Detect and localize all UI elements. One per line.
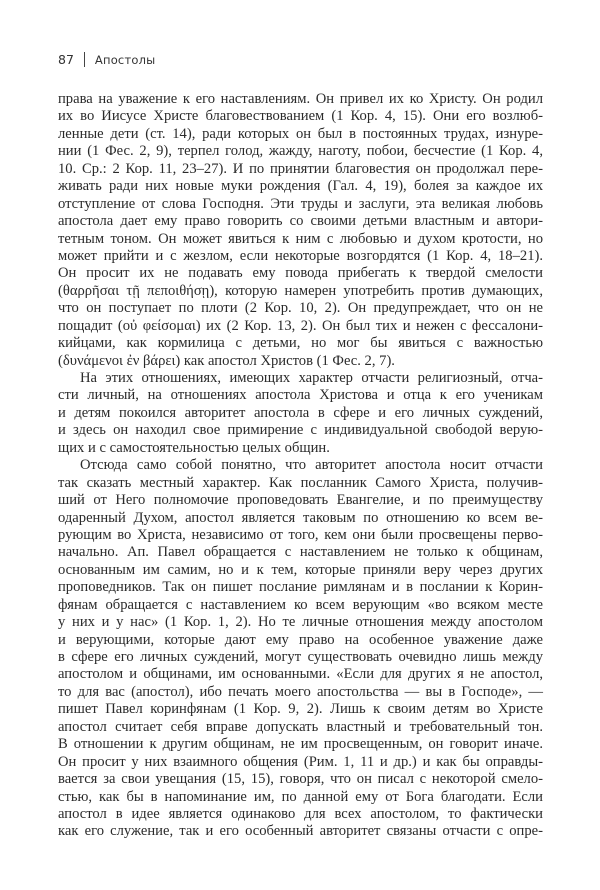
text-line: ленные дети (ст. 14), ради которых он был в постоянных трудах, изнуре- — [58, 125, 543, 142]
paragraph — [58, 457, 543, 841]
text-line: апостолом и общинами, им основанными. «Если для других я не апостол, — [58, 666, 543, 683]
text-line: нии (1 Фес. 2, 9), терпел голод, жажду, наготу, побои, бесчестие (1 Кор. 4, — [58, 143, 543, 160]
text-line: может прийти и с жезлом, если некоторые возгордятся (1 Кор. 4, 18–21). — [58, 247, 543, 264]
text-line: то для вас (апостол), ибо печать моего апостольства — вы в Господе», — — [58, 683, 543, 700]
text-line: тетным тоном. Он может явиться к ним с любовью и духом кротости, но — [58, 230, 543, 247]
text-line: (θαρρῆσαι τῇ πεποιθήσῃ), которую намерен употребить против думающих, — [58, 282, 543, 299]
text-line: и детям покоился авторитет апостола в сфере и его личных суждений, — [58, 404, 543, 421]
text-line: стью, как бы в напоминание им, по данной ему от Бога благодати. Если — [58, 788, 543, 805]
text-line: как его служение, так и его особенный авторитет связаны отчасти с опре- — [58, 823, 543, 840]
text-line: апостол в идее является одинаково для всех апостолом, то фактически — [58, 805, 543, 822]
running-header — [58, 52, 155, 67]
page-number: 87 — [58, 52, 74, 67]
text-line: апостол считает себя вправе допускать властный и требовательный тон. — [58, 718, 543, 735]
text-line: кийцами, как кормилица с детьми, но мог бы явиться с важностью — [58, 335, 543, 352]
text-line: проповедников. Так он пишет послание римлянам и в послании к Корин- — [58, 579, 543, 596]
text-line: ший от Него полномочие проповедовать Евангелие, и по преимуществу — [58, 492, 543, 509]
text-line: пощадит (οὐ φείσομαι) их (2 Кор. 13, 2). Он был тих и нежен с фессалони- — [58, 317, 543, 334]
text-line: отступление от слова Господня. Эти труды и заслуги, эта великая любовь — [58, 195, 543, 212]
text-line: Он просит их не подавать ему повода прибегать к твердой смелости — [58, 265, 543, 282]
text-line: фянам обращается с наставлением ко всем верующим «во всяком месте — [58, 596, 543, 613]
text-line: 10. Ср.: 2 Кор. 11, 23–27). И по принятии благовестия он продолжал пере- — [58, 160, 543, 177]
text-line: основанным им самим, но и к тем, которые приняли веру через других — [58, 561, 543, 578]
text-line: одаренный Духом, апостол является таковым по отношению ко всем ве- — [58, 509, 543, 526]
text-line: В отношении к другим общинам, не им просвещенным, он говорит иначе. — [58, 736, 543, 753]
text-line: и здесь он находил свое примирение с индивидуальной свободой верую- — [58, 422, 543, 439]
text-line: начально. Ап. Павел обращается с наставлением не только к общинам, — [58, 544, 543, 561]
text-line: рующим во Христа, независимо от того, кем они были просвещены перво- — [58, 526, 543, 543]
paragraph — [58, 91, 543, 370]
body-text — [58, 91, 543, 841]
text-line: и верующими, которые дают ему право на особенное уважение даже — [58, 631, 543, 648]
running-title: Апостолы — [94, 52, 156, 67]
header-divider — [84, 52, 85, 67]
text-line: так сказать местный характер. Как посланник Самого Христа, получив- — [58, 474, 543, 491]
text-line: у них и у нас» (1 Кор. 1, 2). Но те личные отношения между апостолом — [58, 614, 543, 631]
text-line: живать ради них новые муки рождения (Гал. 4, 19), болея за каждое их — [58, 178, 543, 195]
text-line: щих и с самостоятельностью целых общин. — [58, 439, 330, 456]
text-line: Он просит у них взаимного общения (Рим. 1, 11 и др.) и как бы оправды- — [58, 753, 543, 770]
text-line: апостола дает ему право говорить со своими детьми властным и автори- — [58, 213, 543, 230]
text-line: в сфере его личных суждений, могут существовать очевидно лишь между — [58, 649, 543, 665]
text-line: их во Иисусе Христе благовествованием (1 Кор. 4, 15). Они его возлюб- — [58, 108, 543, 125]
text-line: На этих отношениях, имеющих характер отчасти религиозный, отча- — [80, 370, 543, 386]
text-line: Отсюда само собой понятно, что авторитет апостола носит отчасти — [80, 457, 543, 474]
text-line: что он поступает по плоти (2 Кор. 10, 2). Он предупреждает, что он не — [58, 300, 543, 317]
text-line: сти личный, на отношениях апостола Христова и отца к его ученикам — [58, 387, 543, 404]
text-line: права на уважение к его наставлениям. Он привел их ко Христу. Он родил — [58, 91, 543, 107]
text-line: (δυνάμενοι ἐν βάρει) как апостол Христов (1 Фес. 2, 7). — [58, 352, 395, 369]
text-line: вается за свои увещания (15, 15), говоря, что он писал с некоторой смело- — [58, 771, 543, 788]
paragraph — [58, 370, 543, 457]
text-line: пишет Павел коринфянам (1 Кор. 9, 2). Лишь к своим детям во Христе — [58, 701, 543, 718]
